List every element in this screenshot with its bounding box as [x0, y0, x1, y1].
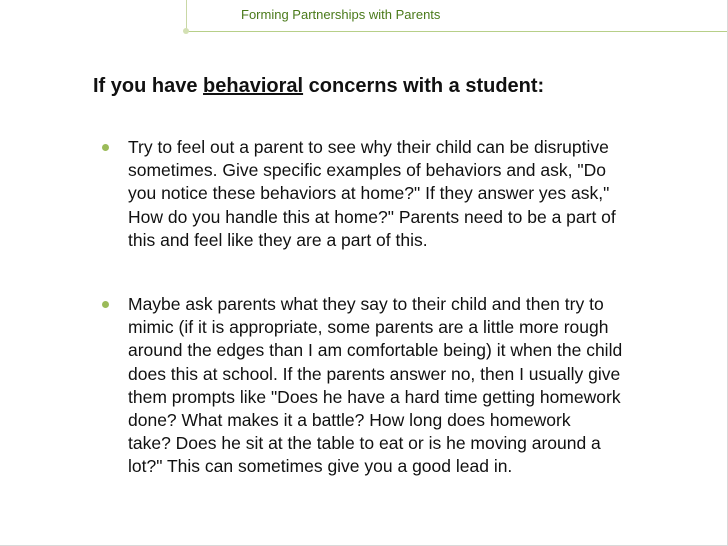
slide-header-title: Forming Partnerships with Parents — [241, 7, 441, 22]
bullet-text: Maybe ask parents what they say to their child and then try to mimic (if it is appropriate, some parents are a little more rough around the edges than I am comfortable being) it when the child does this at school. If the parents answer no, then I usually give them prompts like "Does he have a hard time getting homework done? What makes it a battle? How long does homework take? Does he sit at the table to eat or is he moving around a lot?" This can sometimes give you a good lead in. — [128, 294, 623, 477]
heading-prefix: If you have — [93, 75, 204, 97]
bullet-dot-icon — [102, 301, 109, 308]
bullet-text: Try to feel out a parent to see why their child can be disruptive sometimes. Give specific examples of behaviors and ask, "Do you notice these behaviors at home?" If they answer yes ask," How do you handle this at home?" Parents need to be a part of this and feel like they are a part of this. — [128, 137, 616, 250]
heading-emphasis: behavioral — [203, 75, 304, 97]
bullet-item — [100, 136, 712, 252]
slide-heading — [93, 75, 544, 98]
heading-suffix: concerns with a student: — [303, 75, 545, 97]
bullet-dot-icon — [102, 144, 109, 151]
header-vertical-rule — [186, 0, 187, 30]
header-rule-cap — [183, 28, 189, 34]
header-underline — [186, 31, 728, 32]
bullet-list — [100, 136, 712, 479]
bullet-item — [100, 293, 712, 479]
